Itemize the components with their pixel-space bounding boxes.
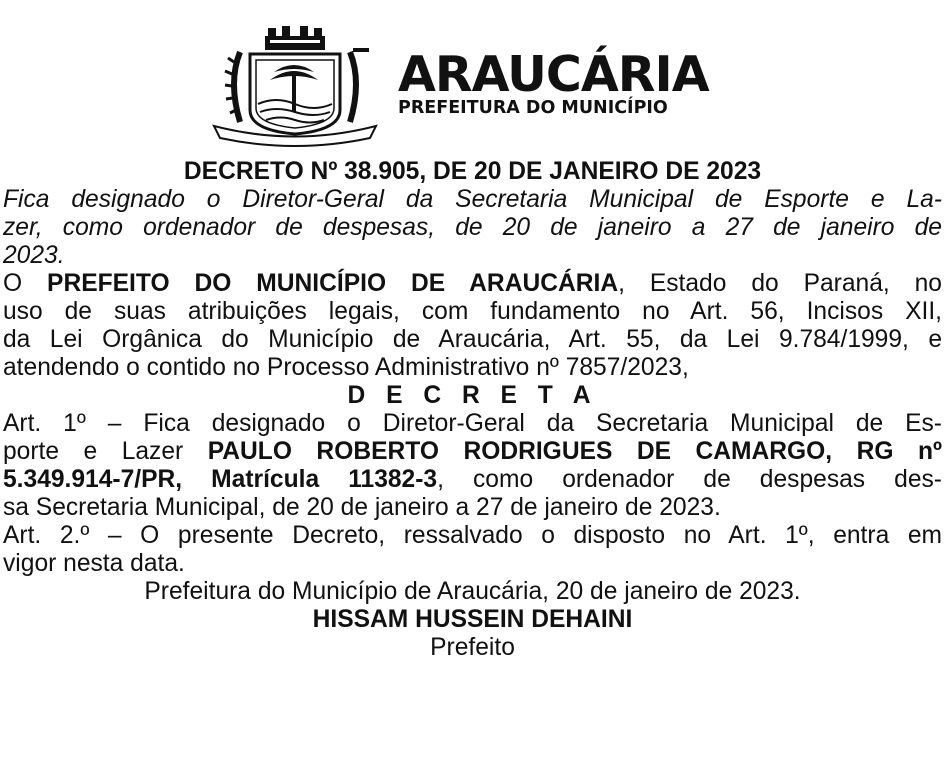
article-1-text: , como ordenador de despesas des- (437, 466, 942, 493)
summary-line: Fica designado o Diretor-Geral da Secretaria Municipal de Esporte e La- (3, 186, 942, 213)
article-1-text: porte e Lazer (3, 438, 208, 465)
preamble-line (0, 270, 948, 298)
preamble-line: atendendo o contido no Processo Administrativo nº 7857/2023, (3, 354, 689, 381)
article-1-line: Art. 1º – Fica designado o Diretor-Geral da Secretaria Municipal de Es- (3, 410, 942, 437)
brand-subtitle: PREFEITURA DO MUNICÍPIO (398, 98, 668, 118)
article-1-line (0, 438, 948, 466)
decreta-heading: D E C R E T A (347, 382, 598, 409)
header (0, 0, 948, 150)
preamble-prefix: O (3, 270, 48, 297)
article-2-line: Art. 2.º – O presente Decreto, ressalvado o disposto no Art. 1º, entra em (3, 522, 942, 549)
article-2-line: vigor nesta data. (3, 550, 185, 577)
decree-document (0, 158, 948, 662)
signatory-name: HISSAM HUSSEIN DEHAINI (312, 606, 633, 633)
appointee-id: 5.349.914-7/PR, Matrícula 11382-3 (3, 466, 438, 493)
mayor-title: PREFEITO DO MUNICÍPIO DE ARAUCÁRIA (47, 270, 619, 297)
article-1-line: sa Secretaria Municipal, de 20 de janeiro a 27 de janeiro de 2023. (3, 494, 721, 521)
signatory-role: Prefeito (430, 634, 515, 661)
preamble-line: uso de suas atribuições legais, com fundamento no Art. 56, Incisos XII, (3, 298, 942, 325)
summary-line: zer, como ordenador de despesas, de 20 de janeiro a 27 de janeiro de (3, 214, 942, 241)
appointee-name: PAULO ROBERTO RODRIGUES DE CAMARGO, RG nº (207, 438, 942, 465)
summary-line: 2023. (3, 242, 65, 269)
decree-title: DECRETO Nº 38.905, DE 20 DE JANEIRO DE 2023 (183, 158, 762, 185)
brand-name: ARAUCÁRIA (398, 46, 709, 103)
preamble-line: da Lei Orgânica do Município de Araucária, Art. 55, da Lei 9.784/1999, e (3, 326, 942, 353)
municipal-crest-icon (210, 22, 380, 147)
article-1-line (0, 466, 948, 494)
preamble-suffix: , Estado do Paraná, no (618, 270, 942, 297)
closing-line: Prefeitura do Município de Araucária, 20 de janeiro de 2023. (144, 578, 801, 605)
